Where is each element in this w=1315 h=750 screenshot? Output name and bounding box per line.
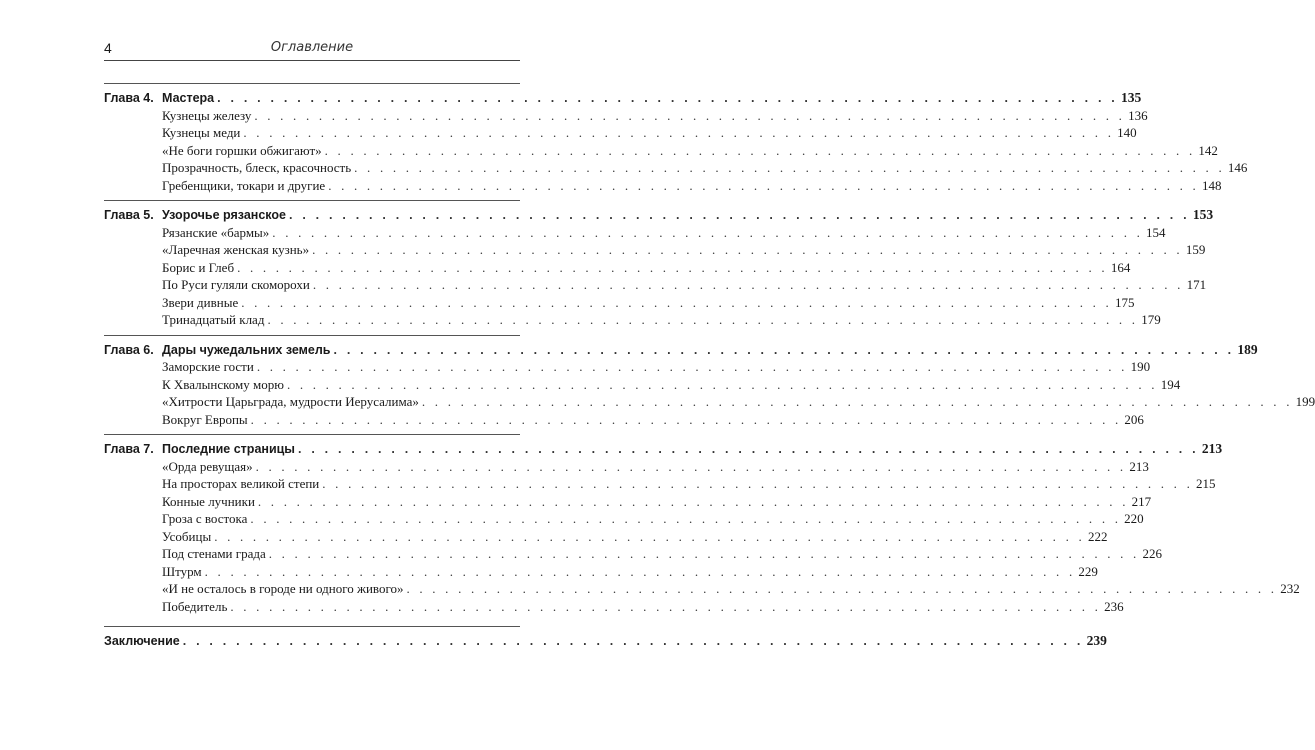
dot-leader — [406, 580, 1277, 598]
toc-section-entry[interactable] — [104, 580, 1300, 598]
toc-section-entry[interactable] — [104, 311, 1161, 329]
section-title: Заморские гости — [162, 359, 254, 374]
dot-leader — [354, 159, 1225, 177]
section-page-number: 136 — [1128, 107, 1148, 123]
page-number: 4 — [104, 40, 112, 56]
chapter-page-number: 189 — [1237, 341, 1258, 357]
dot-leader — [183, 633, 1084, 651]
dot-leader — [422, 393, 1293, 411]
section-title: «Ларечная женская кузнь» — [162, 242, 310, 257]
section-title: На просторах великой степи — [162, 476, 320, 491]
toc-section-entry[interactable] — [104, 475, 1216, 493]
dot-leader — [328, 177, 1199, 195]
toc-section-entry[interactable] — [104, 563, 1098, 581]
conclusion-title: Заключение — [104, 634, 180, 648]
dot-leader — [257, 358, 1128, 376]
dot-leader — [298, 441, 1199, 459]
section-page-number: 146 — [1227, 160, 1248, 175]
dot-leader — [333, 342, 1234, 360]
section-page-number: 236 — [1104, 598, 1124, 614]
chapter-title: Мастера — [162, 91, 215, 105]
section-title: «И не осталось в городе ни одного живого» — [162, 581, 404, 596]
dot-leader — [289, 207, 1190, 225]
toc-section-entry[interactable] — [104, 376, 1181, 394]
chapter-label: Глава 4. — [104, 91, 154, 105]
toc-section-entry[interactable] — [104, 358, 1151, 376]
section-title: Гроза с востока — [162, 511, 248, 526]
section-page-number: 215 — [1196, 476, 1216, 491]
toc-section-entry[interactable] — [104, 598, 1124, 616]
toc-section-entry[interactable] — [104, 493, 1152, 511]
toc-chapter-entry[interactable] — [104, 89, 1142, 107]
section-page-number: 190 — [1130, 359, 1151, 374]
section-title: Кузнецы железу — [162, 107, 252, 123]
dot-leader — [313, 276, 1184, 294]
table-of-contents — [104, 77, 1315, 650]
section-page-number: 199 — [1295, 394, 1315, 409]
section-page-number: 164 — [1110, 259, 1131, 275]
section-title: Вокруг Европы — [162, 411, 248, 427]
section-title: Гребенщики, токари и другие — [162, 177, 326, 193]
section-title: «Не боги горшки обжигают» — [162, 142, 322, 158]
chapter-label: Глава 7. — [104, 442, 154, 456]
toc-section-entry[interactable] — [104, 177, 1222, 195]
section-page-number: 229 — [1078, 563, 1098, 579]
section-page-number: 179 — [1141, 312, 1161, 327]
toc-section-entry[interactable] — [104, 241, 1206, 259]
section-title: Усобицы — [162, 528, 212, 544]
section-page-number: 220 — [1124, 511, 1144, 526]
running-head-title: Оглавление — [270, 40, 354, 55]
section-page-number: 217 — [1131, 493, 1152, 509]
section-title: Прозрачность, блеск, красочность — [162, 160, 352, 175]
section-page-number: 194 — [1160, 376, 1181, 392]
section-page-number: 148 — [1201, 177, 1222, 193]
dot-leader — [251, 411, 1122, 429]
dot-leader — [254, 107, 1125, 125]
section-divider — [104, 434, 520, 435]
section-title: Звери дивные — [162, 294, 239, 310]
section-title: Штурм — [162, 563, 202, 579]
toc-section-entry[interactable] — [104, 411, 1144, 429]
section-page-number: 213 — [1129, 458, 1149, 474]
chapter-title: Узорочье рязанское — [162, 208, 286, 222]
section-title: «Орда ревущая» — [162, 458, 253, 474]
toc-section-entry[interactable] — [104, 276, 1207, 294]
conclusion-page-number: 239 — [1086, 633, 1107, 648]
toc-section-entry[interactable] — [104, 259, 1131, 277]
chapter-title: Дары чужедальних земель — [162, 342, 331, 357]
section-page-number: 222 — [1087, 528, 1108, 544]
section-title: Кузнецы меди — [162, 125, 241, 140]
toc-section-entry[interactable] — [104, 224, 1166, 242]
running-head — [104, 40, 520, 60]
section-page-number: 175 — [1114, 294, 1135, 310]
section-page-number: 159 — [1185, 242, 1206, 257]
chapter-page-number: 153 — [1192, 207, 1214, 222]
dot-leader — [241, 294, 1112, 312]
dot-leader — [230, 598, 1101, 616]
section-title: Под стенами града — [162, 546, 266, 561]
toc-section-entry[interactable] — [104, 159, 1248, 177]
dot-leader — [322, 475, 1193, 493]
section-page-number: 142 — [1198, 142, 1218, 158]
section-page-number: 232 — [1280, 581, 1300, 596]
section-title: Рязанские «бармы» — [162, 224, 270, 240]
section-title: По Руси гуляли скоморохи — [162, 277, 310, 292]
section-title: Победитель — [162, 598, 228, 614]
toc-conclusion-entry[interactable] — [104, 632, 1107, 650]
dot-leader — [312, 241, 1183, 259]
toc-section-entry[interactable] — [104, 545, 1162, 563]
dot-leader — [243, 124, 1114, 142]
toc-section-entry[interactable] — [104, 124, 1137, 142]
section-page-number: 154 — [1146, 224, 1166, 240]
chapter-title: Последние страницы — [162, 442, 295, 456]
dot-leader — [250, 510, 1121, 528]
section-title: К Хвалынскому морю — [162, 376, 284, 392]
section-divider — [104, 200, 520, 201]
section-page-number: 226 — [1142, 546, 1162, 561]
toc-section-entry[interactable] — [104, 510, 1144, 528]
toc-section-entry[interactable] — [104, 393, 1315, 411]
chapter-label: Глава 6. — [104, 342, 154, 357]
chapter-page-number: 213 — [1201, 441, 1223, 456]
dot-leader — [258, 493, 1129, 511]
toc-chapter-entry[interactable] — [104, 341, 1258, 359]
header-rule — [104, 60, 520, 61]
section-title: Борис и Глеб — [162, 259, 235, 275]
chapter-label: Глава 5. — [104, 208, 154, 222]
section-divider — [104, 83, 520, 84]
dot-leader — [256, 458, 1127, 476]
toc-section-entry[interactable] — [104, 142, 1218, 160]
section-divider — [104, 335, 520, 336]
chapter-page-number: 135 — [1120, 90, 1142, 105]
section-page-number: 171 — [1186, 277, 1207, 292]
toc-section-entry[interactable] — [104, 458, 1149, 476]
section-divider — [104, 626, 520, 627]
dot-leader — [205, 563, 1076, 581]
section-page-number: 206 — [1124, 411, 1144, 427]
dot-leader — [269, 545, 1140, 563]
toc-section-entry[interactable] — [104, 294, 1135, 312]
section-title: Конные лучники — [162, 493, 255, 509]
toc-section-entry[interactable] — [104, 528, 1108, 546]
dot-leader — [287, 376, 1158, 394]
section-title: Тринадцатый клад — [162, 312, 265, 327]
dot-leader — [325, 142, 1196, 160]
dot-leader — [214, 528, 1085, 546]
dot-leader — [217, 90, 1118, 108]
toc-chapter-entry[interactable] — [104, 440, 1223, 458]
dot-leader — [272, 224, 1143, 242]
toc-chapter-entry[interactable] — [104, 206, 1214, 224]
dot-leader — [267, 311, 1138, 329]
section-title: «Хитрости Царьграда, мудрости Иерусалима» — [162, 394, 419, 409]
dot-leader — [237, 259, 1108, 277]
section-page-number: 140 — [1117, 125, 1137, 140]
toc-section-entry[interactable] — [104, 107, 1148, 125]
